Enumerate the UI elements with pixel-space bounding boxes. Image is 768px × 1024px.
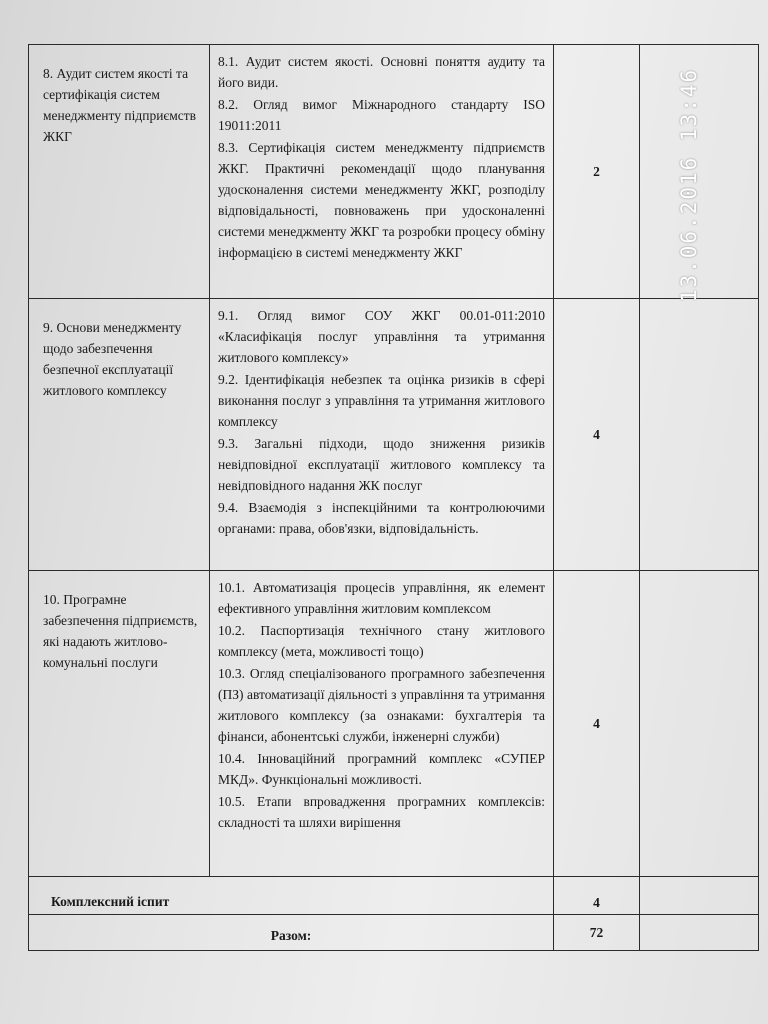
exam-hours: 4 <box>554 877 640 915</box>
subtopic: 9.4. Взаємодія з інспекційними та контролюючими органами: права, обов'язки, відповідальність. <box>218 500 545 536</box>
table-row <box>29 299 759 571</box>
subtopics-cell <box>210 299 554 571</box>
table-row <box>29 571 759 877</box>
total-hours: 72 <box>554 915 640 951</box>
hours-cell: 4 <box>554 571 640 877</box>
topic-cell: 9. Основи менеджменту щодо забезпечення безпечної експлуатації житлового комплексу <box>29 299 210 571</box>
total-label: Разом: <box>29 915 554 951</box>
subtopic: 9.1. Огляд вимог СОУ ЖКГ 00.01-011:2010 «Класифікація послуг управління та утримання житлового комплексу» <box>218 308 545 365</box>
empty-cell <box>640 571 759 877</box>
subtopic: 10.2. Паспортизація технічного стану житлового комплексу (мета, можливості тощо) <box>218 623 545 659</box>
hours-cell: 4 <box>554 299 640 571</box>
empty-cell <box>640 915 759 951</box>
subtopic: 10.3. Огляд спеціалізованого програмного забезпечення (ПЗ) автоматизації діяльності з управління та утримання житлового комплексу (за ознаками: бухгалтерія та фінанси, абонентські служби, інженерні служби) <box>218 666 545 744</box>
curriculum-table <box>28 44 759 951</box>
subtopics-cell <box>210 45 554 299</box>
subtopic: 9.3. Загальні підходи, щодо зниження ризиків невідповідної експлуатації житлового комплексу та невідповідного надання ЖК послуг <box>218 436 545 493</box>
exam-row <box>29 877 759 915</box>
subtopic: 8.1. Аудит систем якості. Основні поняття аудиту та його види. <box>218 54 545 90</box>
subtopic: 10.5. Етапи впровадження програмних комплексів: складності та шляхи вирішення <box>218 794 545 830</box>
timestamp-text: 13.06.2016 13:46 <box>677 67 701 303</box>
topic-cell: 8. Аудит систем якості та сертифікація систем менеджменту підприємств ЖКГ <box>29 45 210 299</box>
subtopic: 10.1. Автоматизація процесів управління, як елемент ефективного управління житловим комплексом <box>218 580 545 616</box>
total-row <box>29 915 759 951</box>
photo-timestamp <box>664 60 714 310</box>
subtopic: 9.2. Ідентифікація небезпек та оцінка ризиків в сфері виконання послуг з управління та утримання житлового комплексу <box>218 372 545 429</box>
subtopic: 8.3. Сертифікація систем менеджменту підприємств ЖКГ. Практичні рекомендації щодо планування удосконалення системи менеджменту ЖКГ, розподілу відповідальності, повноважень при удосконаленні системи менеджменту ЖКГ та розробки процесу обміну інформацією в системі менеджменту ЖКГ <box>218 140 545 260</box>
hours-cell: 2 <box>554 45 640 299</box>
subtopics-cell <box>210 571 554 877</box>
empty-cell <box>640 877 759 915</box>
empty-cell <box>640 299 759 571</box>
subtopic: 8.2. Огляд вимог Міжнародного стандарту ISO 19011:2011 <box>218 97 545 133</box>
table-row <box>29 45 759 299</box>
subtopic: 10.4. Інноваційний програмний комплекс «СУПЕР МКД». Функціональні можливості. <box>218 751 545 787</box>
exam-label: Комплексний іспит <box>29 877 554 915</box>
topic-cell: 10. Програмне забезпечення підприємств, які надають житлово-комунальні послуги <box>29 571 210 877</box>
